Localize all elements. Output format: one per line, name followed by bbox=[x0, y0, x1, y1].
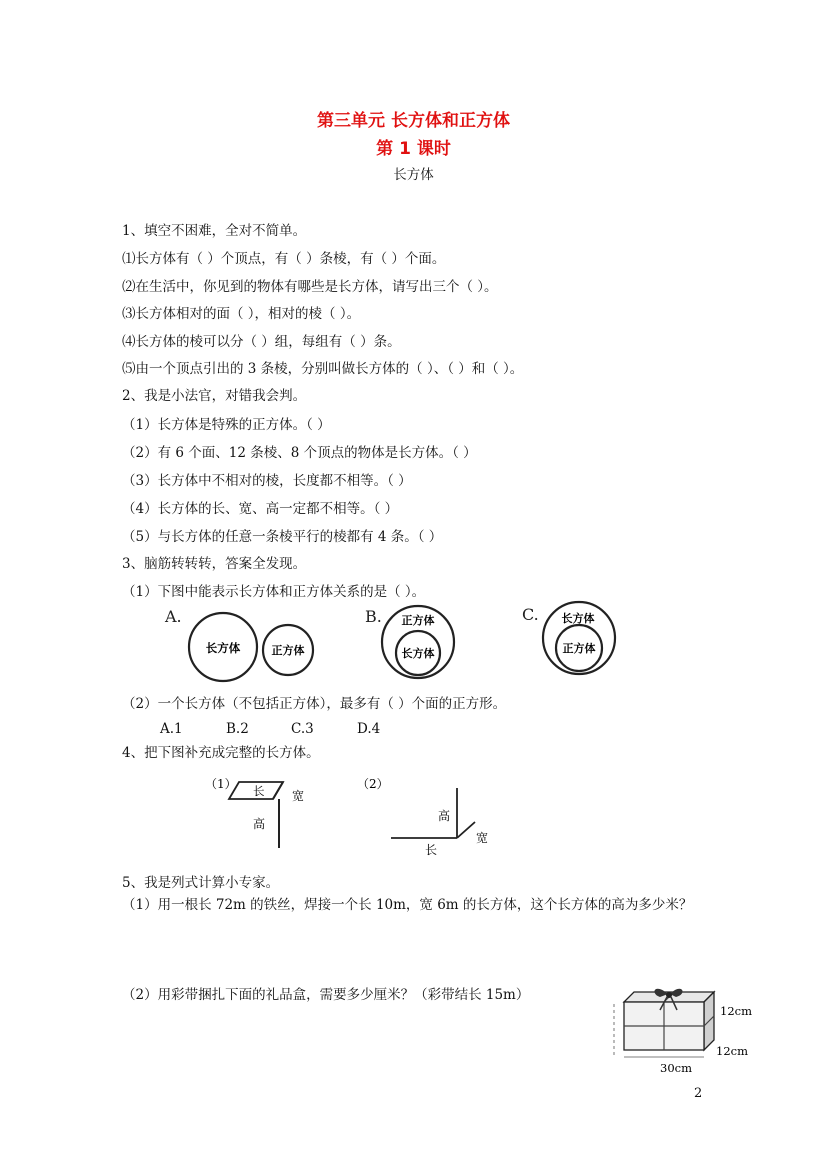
cuboid-completion-figures bbox=[195, 770, 515, 860]
section5-question-1: （1）用一根长 72m 的铁丝，焊接一个长 10m，宽 6m 的长方体，这个长方体的高为多少米？ bbox=[122, 897, 693, 913]
option-b-label: B. bbox=[365, 607, 382, 626]
page-subtitle: 长方体 bbox=[393, 167, 434, 183]
section4-heading: 4、把下图补充成完整的长方体。 bbox=[122, 745, 320, 761]
unit-title: 第三单元 长方体和正方体 bbox=[317, 111, 510, 131]
option-c-diagram bbox=[522, 602, 615, 674]
section3-heading: 3、脑筋转转转，答案全发现。 bbox=[122, 556, 307, 572]
option-c: C.3 bbox=[291, 721, 314, 737]
width-label: 宽 bbox=[292, 789, 305, 803]
figure-1-label: （1） bbox=[205, 777, 237, 791]
section1-heading: 1、填空不困难，全对不简单。 bbox=[122, 223, 307, 239]
cuboid-circle-label: 长方体 bbox=[561, 612, 595, 625]
page-number: 2 bbox=[694, 1086, 703, 1101]
section2-item: （1）长方体是特殊的正方体。（ ） bbox=[122, 417, 331, 433]
cube-circle-label: 正方体 bbox=[271, 644, 305, 657]
figure-1 bbox=[205, 777, 304, 848]
box-width-label: 12cm bbox=[716, 1044, 748, 1058]
section1-question-2: ⑵在生活中，你见到的物体有哪些是长方体，请写出三个（ ）。 bbox=[122, 279, 498, 295]
option-c-label: C. bbox=[522, 605, 539, 624]
cube-circle-label: 正方体 bbox=[401, 614, 435, 627]
option-d: D.4 bbox=[357, 721, 381, 737]
option-a-label: A. bbox=[165, 607, 182, 626]
section5-question-2: （2）用彩带捆扎下面的礼品盒，需要多少厘米？（彩带结长 15m） bbox=[122, 987, 530, 1003]
box-length-label: 30cm bbox=[660, 1061, 692, 1075]
cube-circle-label: 正方体 bbox=[562, 642, 596, 655]
option-b-diagram bbox=[365, 606, 454, 678]
option-b: B.2 bbox=[226, 721, 249, 737]
section1-question-3: ⑶长方体相对的面（ ），相对的棱（ ）。 bbox=[122, 306, 361, 322]
section3-question-2: （2）一个长方体（不包括正方体），最多有（ ）个面的正方形。 bbox=[122, 696, 507, 712]
figure-2-label: （2） bbox=[357, 777, 389, 791]
box-height-label: 12cm bbox=[720, 1004, 752, 1018]
length-label: 长 bbox=[425, 843, 438, 857]
cuboid-circle-label: 长方体 bbox=[205, 641, 241, 655]
section2-item: （3）长方体中不相对的棱，长度都不相等。（ ） bbox=[122, 473, 412, 489]
height-label: 高 bbox=[253, 817, 266, 831]
width-label: 宽 bbox=[476, 831, 489, 845]
section2-item: （5）与长方体的任意一条棱平行的棱都有 4 条。（ ） bbox=[122, 529, 443, 545]
figure-2 bbox=[357, 777, 488, 857]
section3-question-1: （1）下图中能表示长方体和正方体关系的是（ ）。 bbox=[122, 584, 426, 600]
section2-heading: 2、我是小法官，对错我会判。 bbox=[122, 388, 307, 404]
section2-item: （4）长方体的长、宽、高一定都不相等。（ ） bbox=[122, 501, 399, 517]
lesson-title: 第 1 课时 bbox=[376, 139, 451, 159]
length-label: 长 bbox=[253, 784, 265, 798]
section1-question-4: ⑷长方体的棱可以分（ ）组，每组有（ ）条。 bbox=[122, 334, 401, 350]
section1-question-1: ⑴长方体有（ ）个顶点，有（ ）条棱，有（ ）个面。 bbox=[122, 251, 446, 267]
section5-heading: 5、我是列式计算小专家。 bbox=[122, 875, 280, 891]
cuboid-circle-label: 长方体 bbox=[401, 647, 435, 660]
section2-item: （2）有 6 个面、12 条棱、8 个顶点的物体是长方体。（ ） bbox=[122, 445, 477, 461]
venn-diagram-options bbox=[160, 598, 640, 688]
option-a-diagram bbox=[164, 607, 313, 681]
gift-box-figure bbox=[610, 980, 770, 1075]
option-a: A.1 bbox=[160, 721, 183, 737]
section1-question-5: ⑸由一个顶点引出的 3 条棱，分别叫做长方体的（ ）、（ ）和（ ）。 bbox=[122, 361, 524, 377]
height-label: 高 bbox=[438, 809, 451, 823]
